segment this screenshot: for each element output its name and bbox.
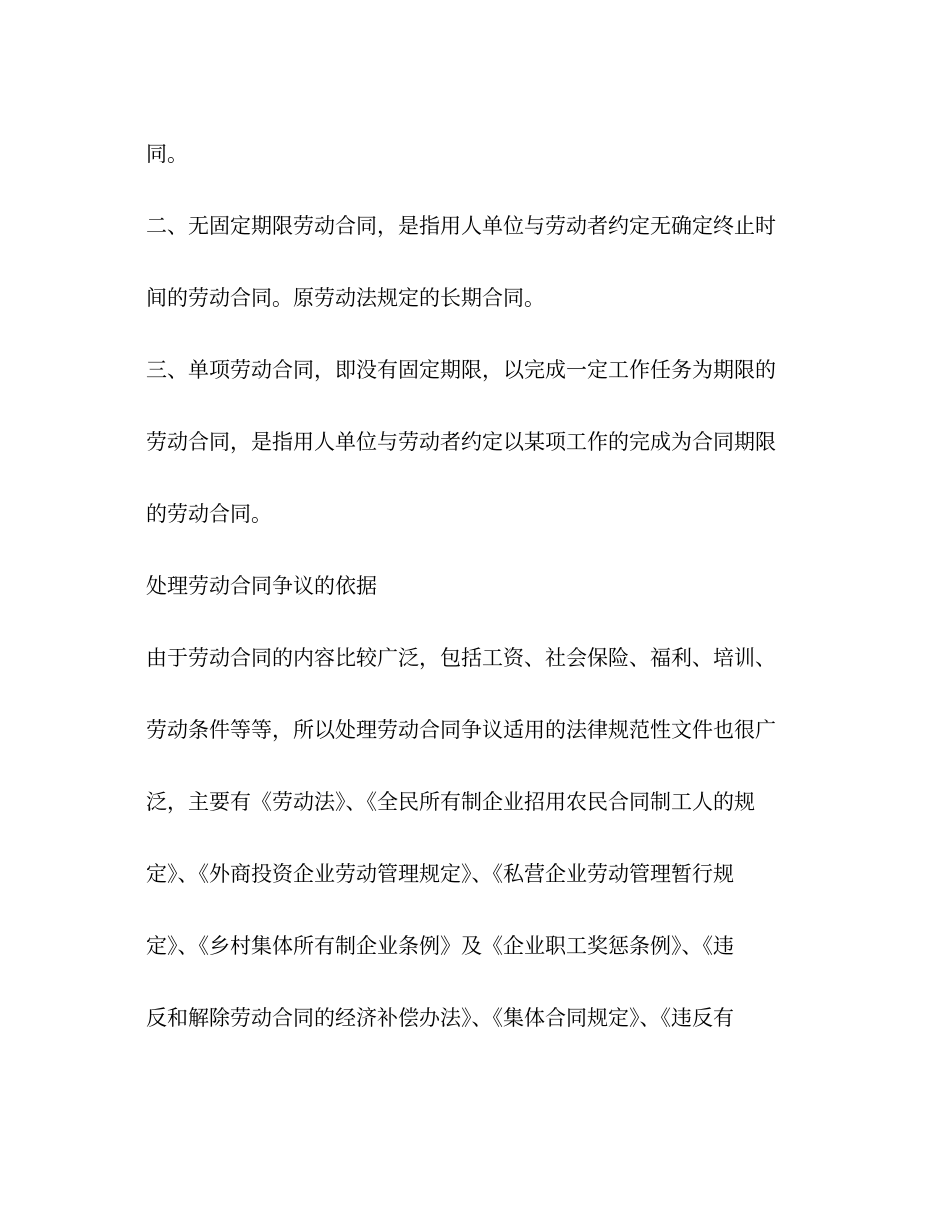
text-line: 的劳动合同。 xyxy=(146,502,272,526)
text-line: 泛，主要有《劳动法》、《全民所有制企业招用农民合同制工人的规 xyxy=(146,790,755,814)
text-line: 定》、《乡村集体所有制企业条例》及《企业职工奖惩条例》、《违 xyxy=(146,934,734,958)
text-line: 由于劳动合同的内容比较广泛，包括工资、社会保险、福利、培训、 xyxy=(146,646,776,670)
text-line: 二、无固定期限劳动合同，是指用人单位与劳动者约定无确定终止时 xyxy=(146,214,776,238)
text-line: 间的劳动合同。原劳动法规定的长期合同。 xyxy=(146,286,545,310)
text-line: 定》、《外商投资企业劳动管理规定》、《私营企业劳动管理暂行规 xyxy=(146,862,734,886)
section-heading: 处理劳动合同争议的依据 xyxy=(146,574,377,598)
text-line: 劳动合同，是指用人单位与劳动者约定以某项工作的完成为合同期限 xyxy=(146,430,776,454)
text-line: 三、单项劳动合同，即没有固定期限，以完成一定工作任务为期限的 xyxy=(146,358,776,382)
text-line: 同。 xyxy=(146,142,188,166)
text-line: 劳动条件等等，所以处理劳动合同争议适用的法律规范性文件也很广 xyxy=(146,718,776,742)
text-line: 反和解除劳动合同的经济补偿办法》、《集体合同规定》、《违反有 xyxy=(146,1006,734,1030)
